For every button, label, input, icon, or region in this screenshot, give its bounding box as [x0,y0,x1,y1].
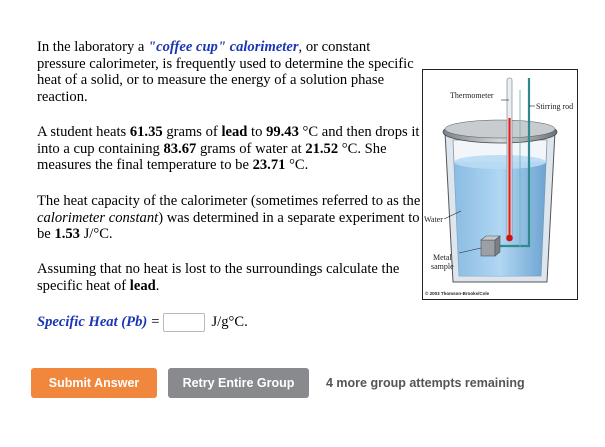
stirring-rod-label: Stirring rod [536,102,574,111]
intro-paragraph: In the laboratory a "coffee cup" calorimeter, or constant pressure calorimeter, is frequently used to determine the specific heat of a solid, or to measure the energy of a solution phase reaction. [37,39,414,105]
calorimeter-diagram [423,70,577,299]
answer-label: Specific Heat (Pb) [37,314,148,330]
metal-name: lead [221,124,248,140]
equals-sign: = [151,314,160,330]
thermometer-mercury [508,118,510,236]
specific-heat-input[interactable] [163,313,205,332]
water-surface [454,155,546,169]
calorimeter-constant-term: calorimeter constant [37,209,159,226]
retry-group-button[interactable]: Retry Entire Group [168,368,309,398]
metal-sample [481,236,500,256]
calorimeter-term: "coffee cup" calorimeter [148,39,299,55]
submit-answer-button[interactable]: Submit Answer [31,368,157,398]
water [454,162,546,276]
mass-water-value: 83.67 [163,140,197,157]
temp-final-value: 23.71 [252,157,286,173]
metal-sample-label-line1: Metal [433,253,452,262]
answer-unit: J/g°C. [211,314,248,330]
mass-solid-value: 61.35 [129,124,163,140]
figure-copyright: © 2003 Thomson-Brooks/Cole [425,291,490,296]
answer-row [37,313,248,332]
heat-capacity-value: 1.53 [54,226,80,242]
temp-water-value: 21.52 [305,140,339,157]
question-metal-name: lead [129,277,156,294]
water-label: Water [424,215,443,224]
lid-top [445,120,555,138]
experiment-paragraph: A student heats 61.35 grams of lead to 99.43 °C and then drops it into a cup containing 83.67 grams of water at 21.52 °C. She measures the final temperature to be 23.71 °C. [37,124,420,173]
heat-capacity-paragraph: The heat capacity of the calorimeter (sometimes referred to as the calorimeter constant) was determined in a separate experiment to be 1.53 J/°C. [37,193,421,242]
question-paragraph: Assuming that no heat is lost to the surroundings calculate the specific heat of lead. [37,261,400,294]
metal-sample-label-line2: sample [431,262,454,271]
temp-solid-value: 99.43 [266,124,299,140]
thermometer-label: Thermometer [450,91,494,100]
calorimeter-figure [422,69,578,300]
attempts-remaining: 4 more group attempts remaining [326,376,525,390]
thermometer-bulb [506,235,513,242]
